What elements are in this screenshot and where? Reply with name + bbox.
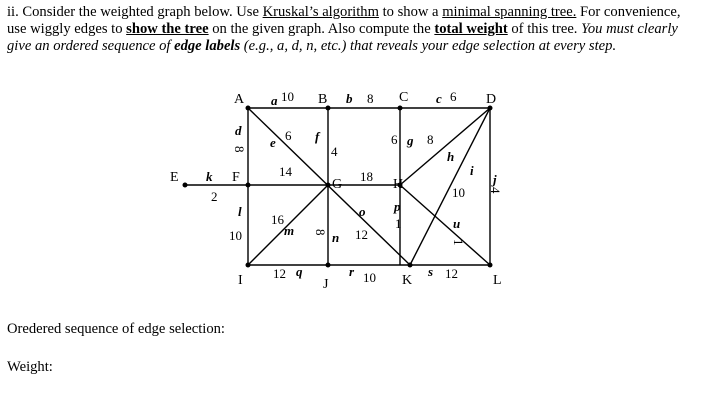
edge-weight-u: 1 [451,239,466,246]
weight-prompt: Weight: [7,359,53,375]
edge-weight-g: 6 [391,132,398,147]
text-part3: For convenience, use wiggly edges to [7,4,681,37]
vertex-label-d: D [486,92,497,107]
edge-d-k [410,108,490,265]
edge-weight-r: 10 [363,270,376,285]
edge-letter-m: m [284,223,295,238]
vertex-dot-a [246,106,251,111]
edge-letter-d: d [235,123,242,138]
text-part2: to show a [378,4,443,20]
edge-weight-fg: 14 [279,164,292,179]
vertex-label-h: H [393,177,404,192]
edge-weight-k: 2 [211,189,218,204]
edge-weight-h: 8 [427,132,434,147]
edge-letter-p: p [394,199,401,214]
edge-weight-o: 12 [355,227,368,242]
edge-h-d [400,108,490,185]
vertex-dot-l [488,263,493,268]
kruskal-link-text: Kruskal’s algorithm [262,4,379,20]
show-tree-text: show the tree [126,21,209,37]
edge-letter-b: b [346,91,353,106]
vertex-label-g: G [332,177,343,192]
mst-text: minimal spanning tree. [442,4,577,20]
text-part6: You must clearly give an ordered sequence of [7,21,678,54]
edge-letter-u: u [453,216,461,231]
vertex-dot-k [408,263,413,268]
vertex-label-b: B [318,92,328,107]
vertex-dot-e [183,183,188,188]
text-part7: (e.g., a, d, n, etc.) that reveals your edge selection at every step. [240,38,617,54]
edge-letter-s: s [428,264,434,279]
vertex-label-e: E [170,170,179,185]
edge-weight-gh: 18 [360,169,373,184]
edge-weight-q: 12 [273,266,286,281]
edge-labels-text: edge labels [174,38,241,54]
edge-letter-n: n [332,230,340,245]
edge-weight-l: 10 [229,228,242,243]
edge-letter-e: e [270,135,276,150]
edge-weight-c: 6 [450,89,457,104]
edge-letter-o: o [359,204,366,219]
edge-letter-q: q [296,264,303,279]
edge-weight-n: 8 [313,229,328,236]
vertex-dot-j [326,263,331,268]
vertex-label-i: I [238,273,243,288]
vertex-label-c: C [399,90,409,105]
edge-letter-c: c [436,91,442,106]
vertex-dot-g [326,183,331,188]
edge-weight-a: 10 [281,89,294,104]
text-part1: ii. Consider the weighted graph below. Use [7,4,263,20]
edge-letter-j: j [493,172,497,187]
edge-letter-g: g [407,133,414,148]
vertex-dot-i [246,263,251,268]
edge-weight-f: 4 [331,144,338,159]
edge-weight-i: 10 [452,185,465,200]
vertex-label-k: K [402,273,413,288]
vertex-label-f: F [232,170,240,185]
vertex-label-l: L [493,273,502,288]
edge-letter-l: l [238,204,242,219]
vertex-dot-c [398,106,403,111]
edge-letter-h: h [447,149,455,164]
vertex-label-j: J [323,277,329,292]
edge-weight-m: 16 [271,212,284,227]
edge-letter-i: i [470,163,474,178]
vertex-dot-f [246,183,251,188]
edge-weight-e: 6 [285,128,292,143]
edge-letter-k: k [206,169,213,184]
edge-letter-f: f [315,129,320,144]
text-part5: of this tree. [507,21,582,37]
edge-weight-b: 8 [367,91,374,106]
sequence-prompt: Oredered sequence of edge selection: [7,321,225,337]
vertex-label-a: A [234,92,245,107]
edge-letter-a: a [271,93,278,108]
total-weight-text: total weight [434,21,508,37]
edge-weight-j: 4 [488,187,503,194]
text-part4: on the given graph. Also compute the [208,21,435,37]
edge-weight-s: 12 [445,266,458,281]
edge-weight-p: 1 [395,216,402,231]
edge-letter-r: r [349,264,355,279]
edge-weight-d: 8 [232,146,247,153]
